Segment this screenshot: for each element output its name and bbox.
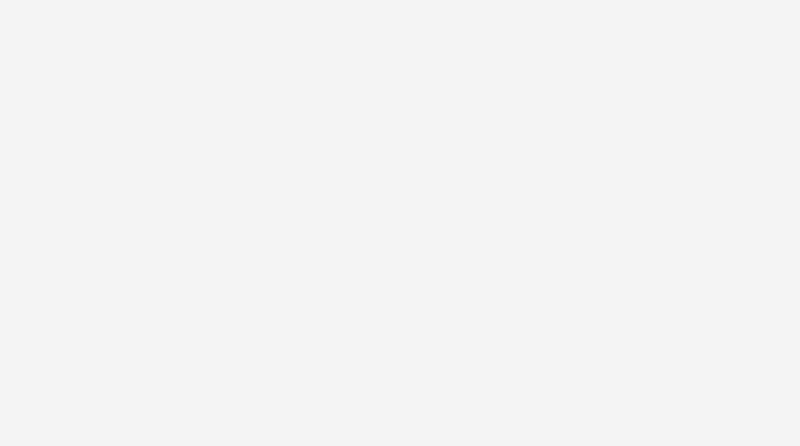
station-info bbox=[0, 45, 800, 59]
